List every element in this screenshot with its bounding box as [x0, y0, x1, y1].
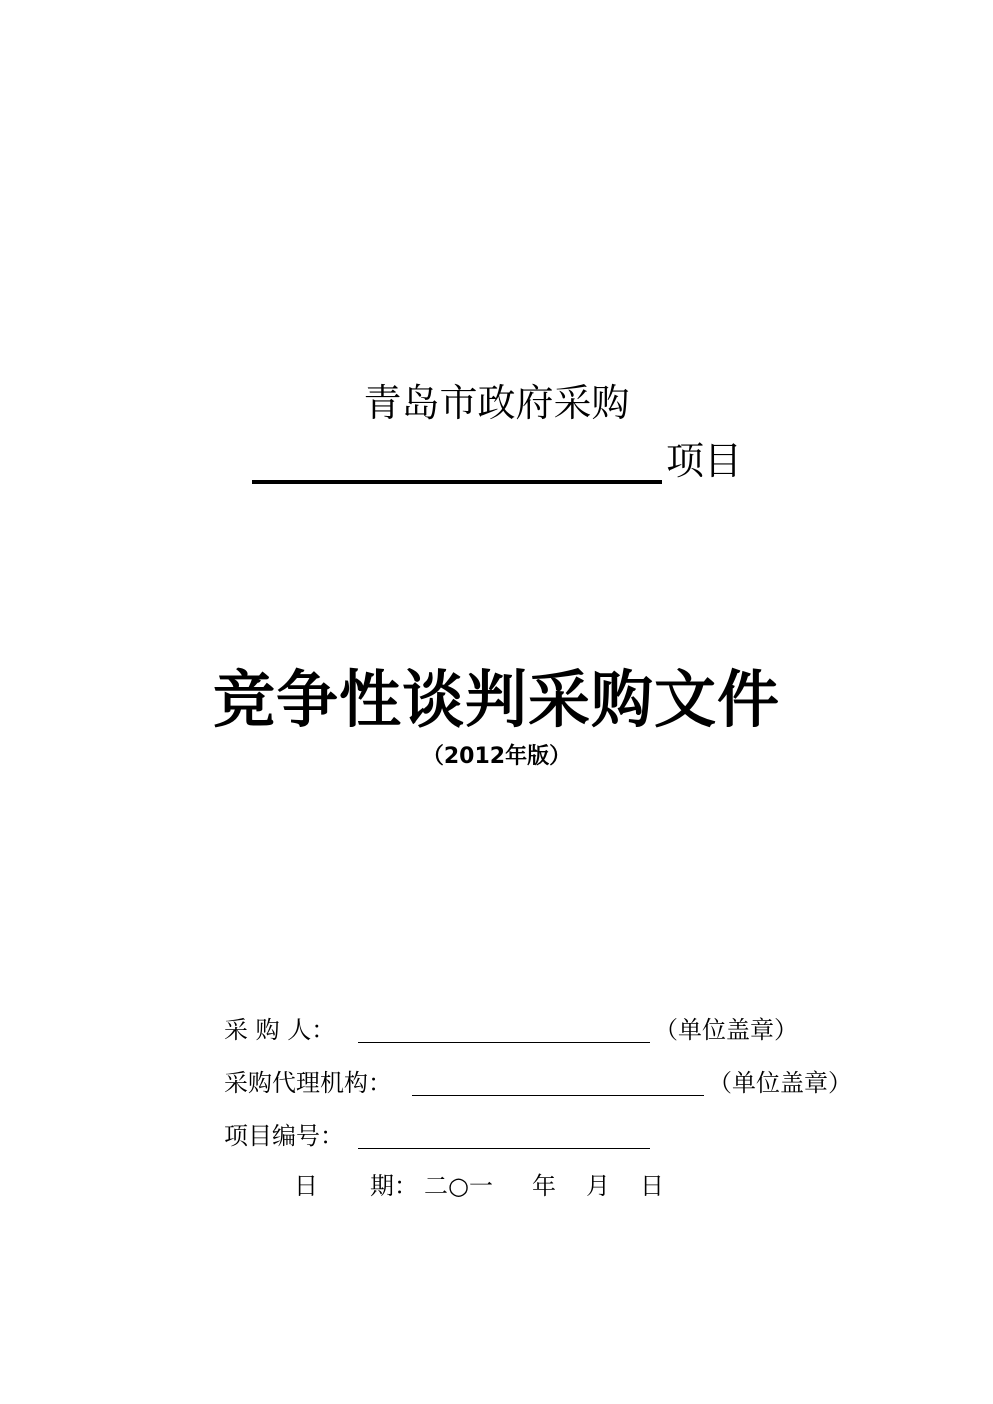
date-year-unit: 年 — [532, 1172, 556, 1200]
date-label-qi: 期： — [370, 1172, 418, 1200]
purchaser-blank-line — [358, 1042, 650, 1043]
agency-blank-line — [412, 1095, 704, 1096]
agency-seal-note: （单位盖章） — [708, 1069, 852, 1097]
project-number-blank-line — [358, 1148, 650, 1149]
project-name-blank-line — [252, 480, 662, 484]
organization-title: 青岛市政府采购 — [363, 381, 630, 425]
date-year-prefix: 二○一 — [424, 1172, 493, 1200]
purchaser-seal-note: （单位盖章） — [654, 1016, 798, 1044]
document-edition: （2012年版） — [421, 744, 572, 769]
agency-label: 采购代理机构： — [224, 1069, 392, 1097]
date-month-unit: 月 — [586, 1172, 610, 1200]
date-day-unit: 日 — [640, 1172, 664, 1200]
purchaser-label: 采 购 人： — [224, 1016, 336, 1044]
date-label-ri: 日 — [294, 1172, 318, 1200]
project-suffix: 项目 — [666, 439, 743, 483]
project-number-label: 项目编号： — [224, 1122, 344, 1150]
document-title: 竞争性谈判采购文件 — [212, 663, 780, 736]
